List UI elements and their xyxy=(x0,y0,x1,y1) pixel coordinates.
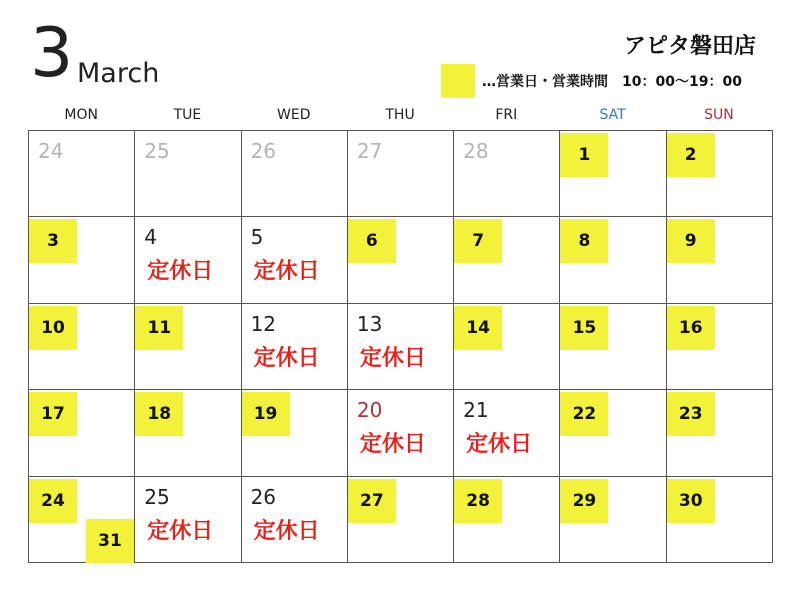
calendar-cell[interactable] xyxy=(242,304,348,390)
closed-day-number: 5 xyxy=(250,225,264,250)
closed-day-number: 20 xyxy=(356,398,383,423)
calendar-cell[interactable] xyxy=(454,131,560,217)
calendar-cell[interactable] xyxy=(454,477,560,563)
open-day-number: 14 xyxy=(454,306,502,350)
calendar-cell[interactable] xyxy=(560,304,666,390)
legend xyxy=(482,72,742,92)
calendar-cell[interactable] xyxy=(135,131,241,217)
prev-month-day-number: 26 xyxy=(250,139,277,163)
closed-label: 定休日 xyxy=(253,518,320,544)
calendar-grid xyxy=(28,130,773,563)
open-day-number: 27 xyxy=(348,479,396,523)
legend-label: …営業日・営業時間 xyxy=(482,74,608,90)
calendar-cell[interactable] xyxy=(135,477,241,563)
open-day-number: 6 xyxy=(348,219,396,263)
calendar-cell[interactable] xyxy=(560,217,666,303)
calendar-cell[interactable] xyxy=(242,217,348,303)
closed-label: 定休日 xyxy=(147,518,214,544)
calendar-cell[interactable] xyxy=(560,390,666,476)
calendar-cell[interactable] xyxy=(348,217,454,303)
weekday-wed: WED xyxy=(277,107,311,123)
calendar-cell[interactable] xyxy=(560,477,666,563)
prev-month-day-number: 25 xyxy=(144,139,170,163)
calendar-day-extra: 31 xyxy=(86,519,134,563)
prev-month-day-number: 28 xyxy=(463,139,489,163)
closed-day-number: 26 xyxy=(250,484,277,509)
calendar-cell[interactable] xyxy=(29,217,135,303)
closed-label: 定休日 xyxy=(466,432,533,458)
weekday-thu: THU xyxy=(385,107,415,123)
open-day-number: 17 xyxy=(29,392,77,436)
open-day-number: 23 xyxy=(667,392,715,436)
open-day-number: 1 xyxy=(560,133,608,177)
calendar-cell[interactable] xyxy=(560,131,666,217)
closed-day-number: 13 xyxy=(356,311,383,336)
calendar-cell[interactable] xyxy=(454,304,560,390)
legend-hours: 10：00～19：00 xyxy=(622,74,742,90)
prev-month-day-number: 24 xyxy=(38,139,64,163)
calendar-cell[interactable] xyxy=(667,304,773,390)
open-day-number: 18 xyxy=(135,392,183,436)
open-day-number: 8 xyxy=(560,219,608,263)
calendar-cell[interactable] xyxy=(348,304,454,390)
calendar-cell[interactable] xyxy=(29,304,135,390)
closed-label: 定休日 xyxy=(359,432,426,458)
month-name: March xyxy=(77,58,160,89)
open-day-number: 22 xyxy=(560,392,608,436)
weekday-mon: MON xyxy=(64,107,98,123)
weekday-tue: TUE xyxy=(173,107,202,123)
weekday-sun: SUN xyxy=(704,107,734,123)
open-day-number: 2 xyxy=(667,133,715,177)
open-day-number: 3 xyxy=(29,219,77,263)
open-day-number: 19 xyxy=(242,392,290,436)
store-name: アピタ磐田店 xyxy=(623,34,756,59)
weekday-fri: FRI xyxy=(495,107,518,123)
closed-day-number: 12 xyxy=(250,311,277,336)
closed-day-number: 21 xyxy=(463,398,489,423)
calendar-cell[interactable] xyxy=(29,390,135,476)
calendar-cell[interactable] xyxy=(454,217,560,303)
calendar-cell[interactable] xyxy=(667,390,773,476)
calendar-cell[interactable] xyxy=(135,217,241,303)
calendar-cell[interactable] xyxy=(348,477,454,563)
calendar-cell[interactable] xyxy=(667,131,773,217)
calendar-cell[interactable] xyxy=(348,131,454,217)
open-day-number: 15 xyxy=(560,306,608,350)
closed-label: 定休日 xyxy=(147,259,214,285)
open-day-number: 29 xyxy=(560,479,608,523)
calendar-cell[interactable] xyxy=(242,131,348,217)
calendar-cell[interactable] xyxy=(454,390,560,476)
open-day-number: 9 xyxy=(667,219,715,263)
open-day-number: 30 xyxy=(667,479,715,523)
closed-day-number: 4 xyxy=(144,225,158,250)
open-day-number: 10 xyxy=(29,306,77,350)
closed-label: 定休日 xyxy=(253,259,320,285)
open-day-number: 16 xyxy=(667,306,715,350)
open-day-number: 11 xyxy=(135,306,183,350)
open-day-number: 24 xyxy=(29,479,77,523)
legend-swatch xyxy=(441,64,475,98)
closed-label: 定休日 xyxy=(253,345,320,371)
closed-label: 定休日 xyxy=(359,345,426,371)
prev-month-day-number: 27 xyxy=(356,139,383,163)
open-day-number: 28 xyxy=(454,479,502,523)
weekday-header-row xyxy=(28,104,772,126)
calendar-cell[interactable] xyxy=(242,477,348,563)
open-day-number: 7 xyxy=(454,219,502,263)
calendar-cell[interactable] xyxy=(135,390,241,476)
calendar-cell[interactable] xyxy=(667,477,773,563)
closed-day-number: 25 xyxy=(144,484,170,509)
calendar-cell[interactable] xyxy=(667,217,773,303)
calendar-cell[interactable] xyxy=(242,390,348,476)
month-number: 3 xyxy=(30,14,74,93)
weekday-sat: SAT xyxy=(599,107,626,123)
calendar-cell[interactable] xyxy=(348,390,454,476)
calendar-cell[interactable] xyxy=(135,304,241,390)
calendar-cell[interactable] xyxy=(29,131,135,217)
